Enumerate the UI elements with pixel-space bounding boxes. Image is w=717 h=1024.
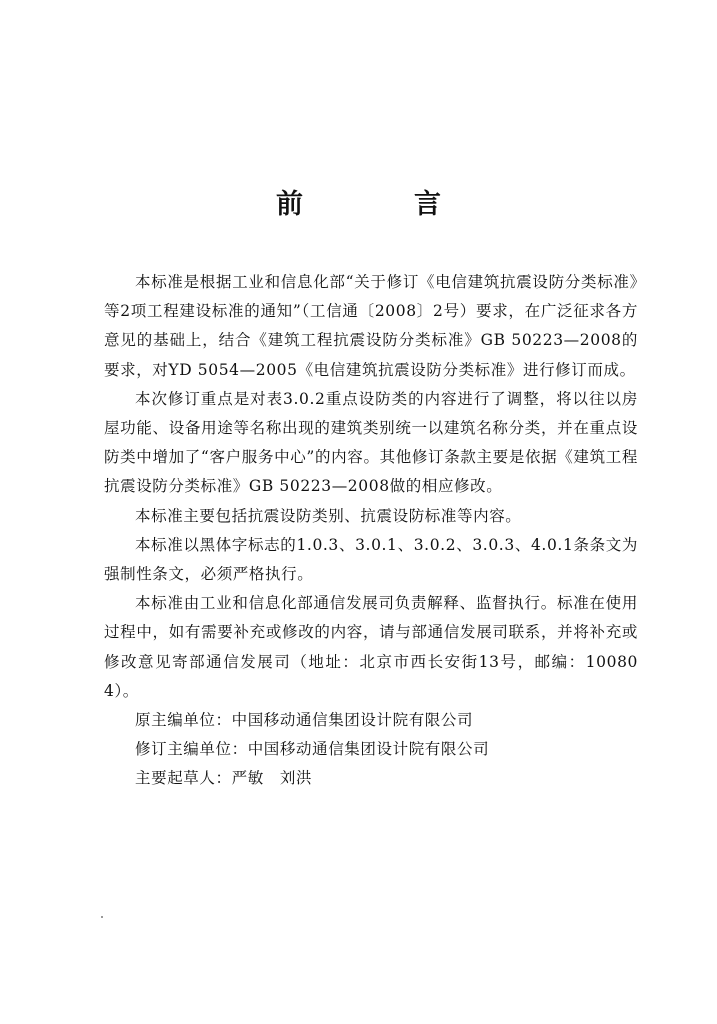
paragraph-contents: 本标准主要包括抗震设防类别、抗震设防标准等内容。 xyxy=(135,506,522,525)
paragraph-mandatory-clauses: 本标准以黑体字标志的1.0.3、3.0.1、3.0.2、3.0.3、4.0.1条条文为强制性条文，必须严格执行。 xyxy=(104,535,638,584)
paragraph-interpretation: 本标准由工业和信息化部通信发展司负责解释、监督执行。标准在使用过程中，如有需要补充或修改的内容，请与部通信发展司联系，并将补充或修改意见寄部通信发展司（地址：北京市西长安街13号，邮编：100804）。 xyxy=(104,594,638,700)
scan-speck xyxy=(101,916,103,918)
paragraph-revision-basis: 本标准是根据工业和信息化部“关于修订《电信建筑抗震设防分类标准》等2项工程建设标准的通知”（工信通〔2008〕2号）要求，在广泛征求各方意见的基础上，结合《建筑工程抗震设防分类标准》GB 50223—2008的要求，对YD 5054—2005《电信建筑抗震设防分类标准》进行修订而成。 xyxy=(104,273,638,379)
credit-original-editor: 原主编单位：中国移动通信集团设计院有限公司 xyxy=(135,711,474,730)
preface-body xyxy=(104,268,638,794)
credit-revision-editor: 修订主编单位：中国移动通信集团设计院有限公司 xyxy=(135,740,490,759)
page-title: 前 言 xyxy=(276,189,483,220)
credit-drafters: 主要起草人：严敏 刘洪 xyxy=(135,769,313,788)
paragraph-revision-focus: 本次修订重点是对表3.0.2重点设防类的内容进行了调整，将以往以房屋功能、设备用途等名称出现的建筑类别统一以建筑名称分类，并在重点设防类中增加了“客户服务中心”的内容。其他修订条款主要是依据《建筑工程抗震设防分类标准》GB 50223—2008做的相应修改。 xyxy=(104,389,638,496)
